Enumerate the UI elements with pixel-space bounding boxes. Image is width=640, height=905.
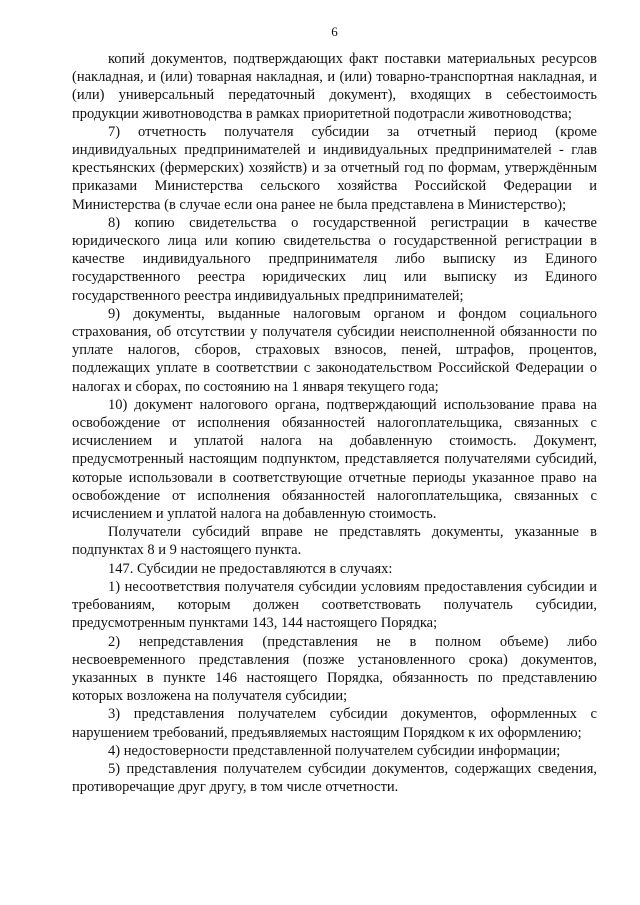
paragraph-case-2: 2) непредставления (представления не в полном объеме) либо несвоевременного представления (позже установленного срока) документов, указанных в пункте 146 настоящего Порядка, обязанность по представлению которых возложена на получателя субсидии; xyxy=(72,633,597,705)
paragraph-case-4: 4) недостоверности представленной получателем субсидии информации; xyxy=(108,742,561,759)
page-number: 6 xyxy=(331,24,338,39)
paragraph-item-9: 9) документы, выданные налоговым органом и фондом социального страхования, об отсутствии у получателя субсидии неисполненной обязанности по уплате налогов, сборов, страховых взносов, пеней, штрафов, процентов, подлежащих уплате в соответствии с законодательством Российской Федерации о налогах и сборах, по состоянию на 1 января текущего года; xyxy=(72,305,597,395)
paragraph-recipients-note: Получатели субсидий вправе не представлять документы, указанные в подпунктах 8 и 9 настоящего пункта. xyxy=(72,524,597,559)
paragraph-item-8: 8) копию свидетельства о государственной регистрации в качестве юридического лица или копию свидетельства о государственной регистрации в качестве индивидуального предпринимателя либо выписку из Единого государственного реестра юридических лиц или выписку из Единого государственного реестра индивидуальных предпринимателей; xyxy=(72,214,597,304)
paragraph-case-1: 1) несоответствия получателя субсидии условиям предоставления субсидии и требованиям, которым должен соответствовать получатель субсидии, предусмотренным пунктами 143, 144 настоящего Порядка; xyxy=(72,578,597,632)
document-page xyxy=(72,24,597,894)
paragraph-clause-147: 147. Субсидии не предоставляются в случаях: xyxy=(108,560,393,577)
paragraph-item-10: 10) документ налогового органа, подтверждающий использование права на освобождение от исполнения обязанностей налогоплательщика, связанных с исчислением и уплатой налога на добавленную стоимость. Документ, предусмотренный настоящим подпунктом, представляется получателями субсидий, которые использовали в соответствующие отчетные периоды указанное право на освобождение от исполнения обязанностей налогоплательщика, связанных с исчислением и уплатой налога на добавленную стоимость. xyxy=(72,396,597,523)
paragraph-item-7: 7) отчетность получателя субсидии за отчетный период (кроме индивидуальных предпринимателей и индивидуальных предпринимателей - глав крестьянских (фермерских) хозяйств) и за отчетный год по формам, утверждённым приказами Министерства сельского хозяйства Российской Федерации и Министерства (в случае если она ранее не была представлена в Министерство); xyxy=(72,123,597,213)
paragraph-case-3: 3) представления получателем субсидии документов, оформленных с нарушением требований, предъявляемых настоящим Порядком к их оформлению; xyxy=(72,706,597,741)
paragraph-case-5: 5) представления получателем субсидии документов, содержащих сведения, противоречащие друг другу, в том числе отчетности. xyxy=(72,760,597,796)
paragraph-list-continuation: копий документов, подтверждающих факт поставки материальных ресурсов (накладная, и (или) товарная накладная, и (или) товарно-транспортная накладная, и (или) универсальный передаточный документ), входящих в себестоимость продукции животноводства в рамках приоритетной подотрасли животноводства; xyxy=(72,51,597,122)
